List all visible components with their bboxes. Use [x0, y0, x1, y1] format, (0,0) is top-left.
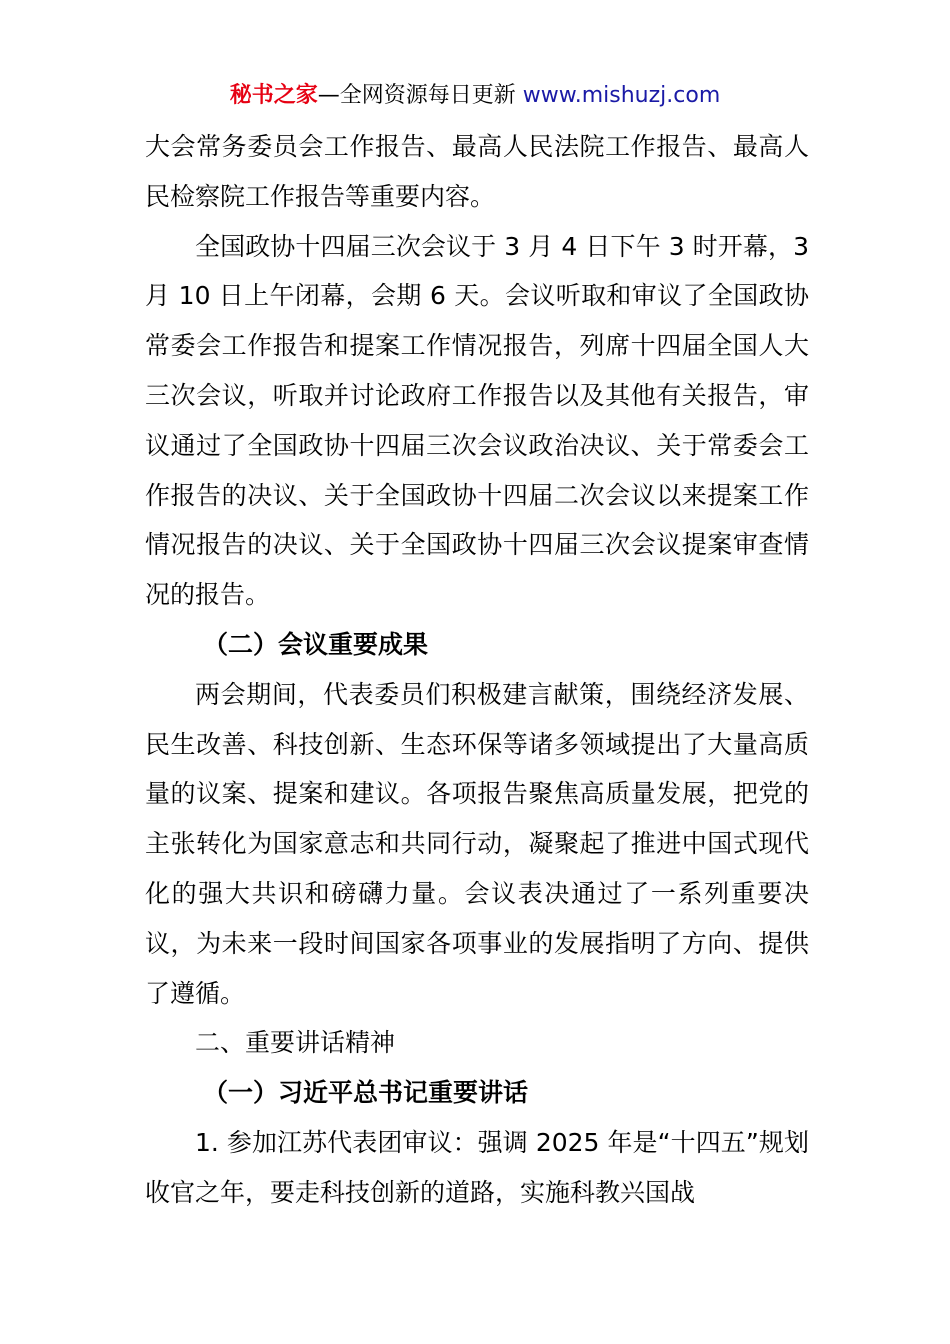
paragraph-npc-reports: 大会常务委员会工作报告、最高人民法院工作报告、最高人民检察院工作报告等重要内容。 [145, 132, 809, 211]
site-url-link[interactable]: www.mishuzj.com [522, 83, 721, 108]
site-brand: 秘书之家 [229, 83, 318, 108]
site-tagline: —全网资源每日更新 [317, 83, 516, 108]
page-header [0, 80, 950, 112]
section-heading-outcomes: （二）会议重要成果 [203, 629, 429, 659]
document-body [145, 122, 809, 1218]
subsection-heading-xi-speech: （一）习近平总书记重要讲话 [203, 1078, 529, 1108]
section-heading-speeches: 二、重要讲话精神 [195, 1028, 396, 1058]
paragraph-jiangsu-delegation: 1. 参加江苏代表团审议：强调 2025 年是“十四五”规划收官之年，要走科技创新的道路，实施科教兴国战 [145, 1127, 809, 1207]
paragraph-cppcc-session: 全国政协十四届三次会议于 3 月 4 日下午 3 时开幕，3 月 10 日上午闭幕，会期 6 天。会议听取和审议了全国政协常委会工作报告和提案工作情况报告，列席十四届全国人大三次会议，听取并讨论政府工作报告以及其他有关报告，审议通过了全国政协十四届三次会议政治决议、关于常委会工作报告的决议、关于全国政协十四届二次会议以来提案工作情况报告的决议、关于全国政协十四届三次会议提案审查情况的报告。 [145, 231, 809, 610]
paragraph-outcomes: 两会期间，代表委员们积极建言献策，围绕经济发展、民生改善、科技创新、生态环保等诸多领域提出了大量高质量的议案、提案和建议。各项报告聚焦高质量发展，把党的主张转化为国家意志和共同行动，凝聚起了推进中国式现代化的强大共识和磅礴力量。会议表决通过了一系列重要决议，为未来一段时间国家各项事业的发展指明了方向、提供了遵循。 [145, 679, 809, 1008]
